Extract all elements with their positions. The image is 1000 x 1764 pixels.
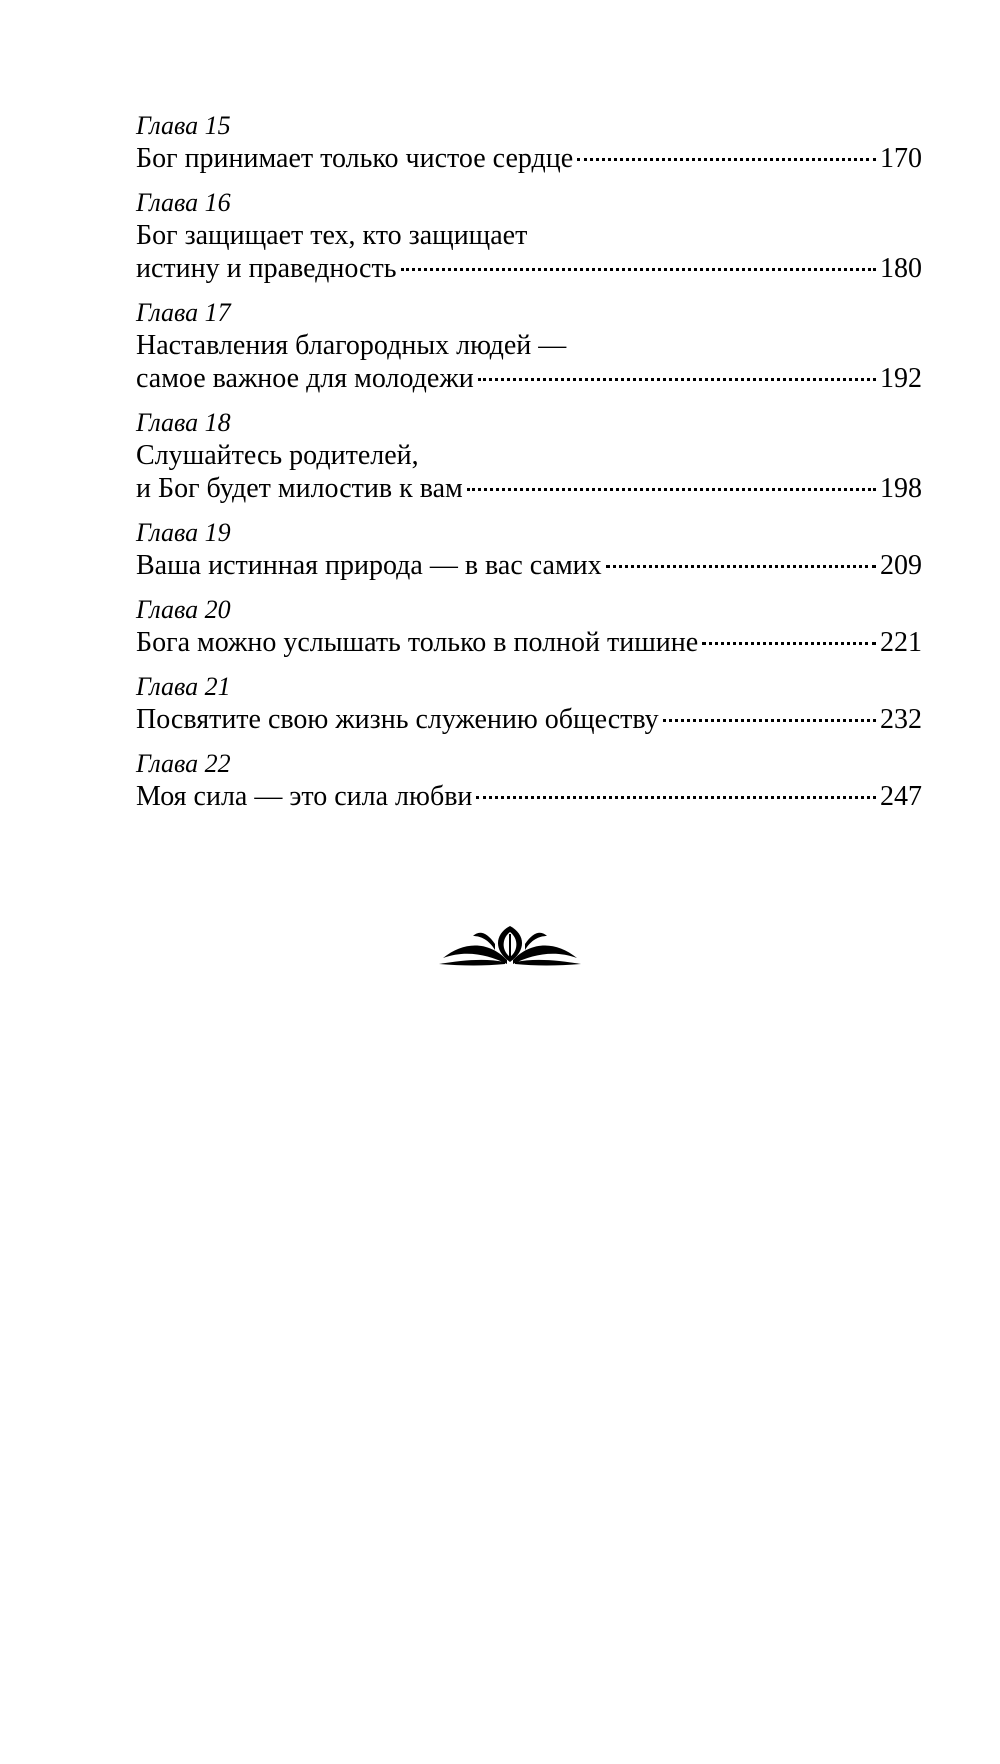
chapter-label: Глава 22: [136, 749, 231, 778]
dot-leader: [702, 642, 876, 645]
toc-title-line: [136, 472, 922, 505]
toc-title-line: [136, 329, 922, 362]
chapter-title: Посвятите свою жизнь служению обществу: [136, 704, 659, 735]
chapter-label: Глава 16: [136, 188, 231, 217]
page-number: 247: [880, 781, 922, 812]
toc-title-line: [136, 142, 922, 175]
toc-title-line: [136, 549, 922, 582]
page-number: 221: [880, 627, 922, 658]
leaf-ornament-icon: [435, 920, 585, 968]
chapter-label: Глава 17: [136, 298, 231, 327]
chapter-title: и Бог будет милостив к вам: [136, 473, 463, 504]
page-number: 170: [880, 143, 922, 174]
chapter-label: Глава 15: [136, 111, 231, 140]
page-number: 180: [880, 253, 922, 284]
dot-leader: [476, 796, 876, 799]
chapter-title: Ваша истинная природа — в вас самих: [136, 550, 602, 581]
toc-entry: [136, 748, 922, 813]
page-number: 192: [880, 363, 922, 394]
dot-leader: [467, 488, 876, 491]
toc-title-line: [136, 780, 922, 813]
dot-leader: [606, 565, 876, 568]
dot-leader: [478, 378, 876, 381]
toc-entry: [136, 297, 922, 395]
toc-entry: [136, 517, 922, 582]
chapter-title: Слушайтесь родителей,: [136, 440, 419, 471]
toc-entry: [136, 187, 922, 285]
chapter-title: Моя сила — это сила любви: [136, 781, 473, 812]
chapter-title: Наставления благородных людей —: [136, 330, 567, 361]
page-number: 209: [880, 550, 922, 581]
toc-title-line: [136, 703, 922, 736]
toc-entry: [136, 407, 922, 505]
chapter-label: Глава 21: [136, 672, 231, 701]
chapter-label: Глава 20: [136, 595, 231, 624]
toc-entry: [136, 671, 922, 736]
dot-leader: [577, 158, 876, 161]
toc-title-line: [136, 219, 922, 252]
chapter-title: самое важное для молодежи: [136, 363, 474, 394]
chapter-title: Бога можно услышать только в полной тишине: [136, 627, 699, 658]
toc-title-line: [136, 362, 922, 395]
dot-leader: [401, 268, 877, 271]
chapter-label: Глава 18: [136, 408, 231, 437]
chapter-title: Бог защищает тех, кто защищает: [136, 220, 528, 251]
toc-entry: [136, 594, 922, 659]
table-of-contents: [136, 110, 922, 825]
page-number: 232: [880, 704, 922, 735]
toc-title-line: [136, 439, 922, 472]
chapter-title: Бог принимает только чистое сердце: [136, 143, 574, 174]
toc-title-line: [136, 252, 922, 285]
page-number: 198: [880, 473, 922, 504]
chapter-title: истину и праведность: [136, 253, 397, 284]
chapter-label: Глава 19: [136, 518, 231, 547]
dot-leader: [663, 719, 876, 722]
toc-title-line: [136, 626, 922, 659]
toc-entry: [136, 110, 922, 175]
